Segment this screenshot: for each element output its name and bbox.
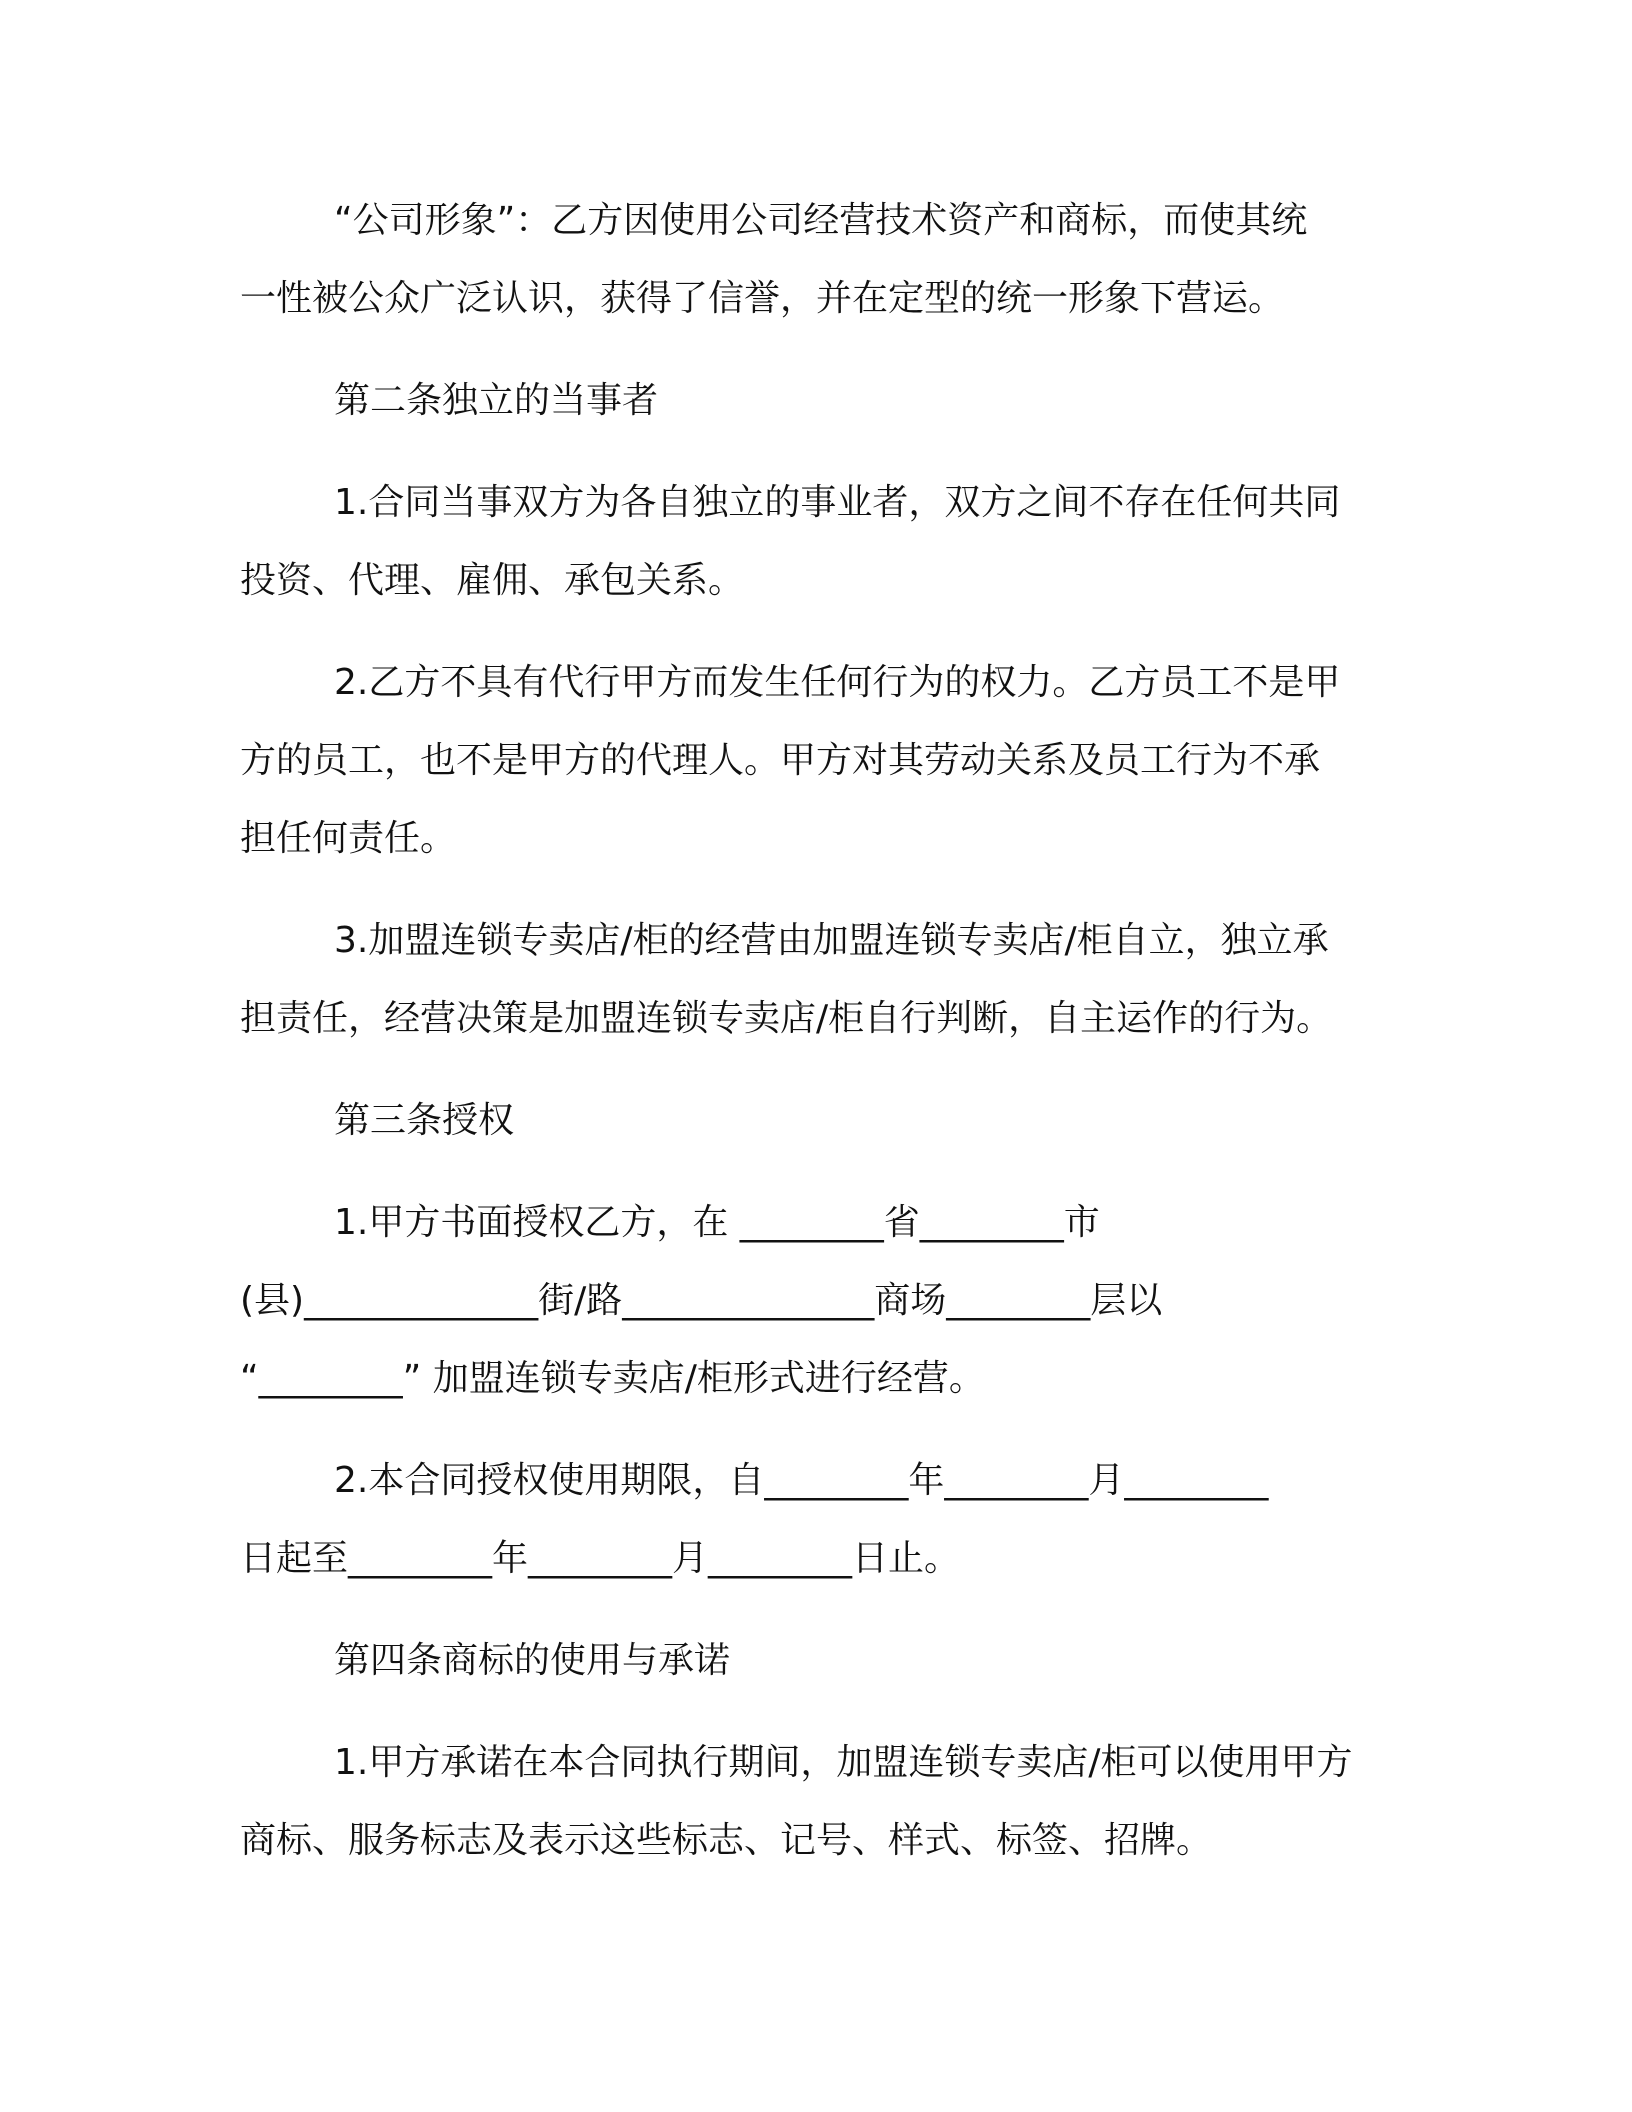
text-line: 1.甲方书面授权乙方，在 ________省________市 bbox=[334, 1202, 1100, 1243]
document-body bbox=[240, 182, 1390, 1904]
article-4-heading: 第四条商标的使用与承诺 bbox=[334, 1640, 731, 1681]
text-line: 2.乙方不具有代行甲方而发生任何行为的权力。乙方员工不是甲 bbox=[334, 662, 1341, 703]
article-2-item-2 bbox=[240, 644, 1390, 878]
text-line: 日起至________年________月________日止。 bbox=[240, 1538, 961, 1579]
article-3-item-2 bbox=[240, 1442, 1390, 1598]
definition-company-image bbox=[240, 182, 1390, 338]
article-2-item-3 bbox=[240, 902, 1390, 1058]
article-2-item-1 bbox=[240, 464, 1390, 620]
text-line: 方的员工，也不是甲方的代理人。甲方对其劳动关系及员工行为不承 bbox=[240, 740, 1321, 781]
article-4-item-1 bbox=[240, 1724, 1390, 1880]
text-line: (县)_____________街/路______________商场________层以 bbox=[240, 1280, 1163, 1321]
text-line: 投资、代理、雇佣、承包关系。 bbox=[240, 560, 745, 601]
text-line: 商标、服务标志及表示这些标志、记号、样式、标签、招牌。 bbox=[240, 1820, 1213, 1861]
article-3-item-1 bbox=[240, 1184, 1390, 1418]
text-line: 1.甲方承诺在本合同执行期间，加盟连锁专卖店/柜可以使用甲方 bbox=[334, 1742, 1353, 1783]
text-line: 1.合同当事双方为各自独立的事业者，双方之间不存在任何共同 bbox=[334, 482, 1341, 523]
text-line: 担任何责任。 bbox=[240, 818, 457, 859]
article-2-heading: 第二条独立的当事者 bbox=[334, 380, 659, 421]
text-line: “________” 加盟连锁专卖店/柜形式进行经营。 bbox=[240, 1358, 985, 1399]
text-line: 2.本合同授权使用期限，自________年________月________ bbox=[334, 1460, 1269, 1501]
text-line: 3.加盟连锁专卖店/柜的经营由加盟连锁专卖店/柜自立，独立承 bbox=[334, 920, 1329, 961]
text-line: “公司形象”：乙方因使用公司经营技术资产和商标，而使其统 bbox=[334, 200, 1308, 241]
text-line: 一性被公众广泛认识，获得了信誉，并在定型的统一形象下营运。 bbox=[240, 278, 1285, 319]
text-line: 担责任，经营决策是加盟连锁专卖店/柜自行判断，自主运作的行为。 bbox=[240, 998, 1333, 1039]
article-3-heading: 第三条授权 bbox=[334, 1100, 515, 1141]
